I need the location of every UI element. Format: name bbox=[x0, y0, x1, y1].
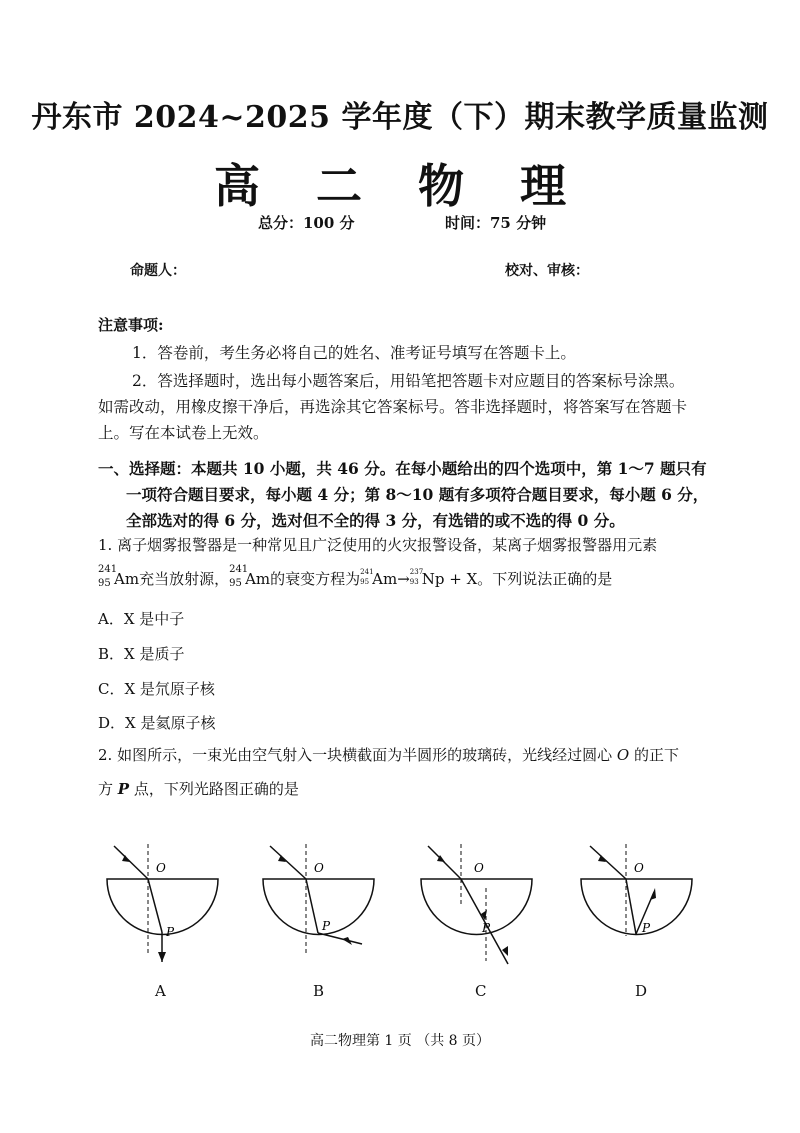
author-label: 命题人： bbox=[130, 263, 186, 279]
svg-text:O: O bbox=[314, 861, 324, 875]
diagram-label-d: D bbox=[635, 982, 648, 1000]
notice-heading: 注意事项: bbox=[98, 316, 164, 334]
section-1-line-3: 全部选对的得 6 分，选对但不全的得 3 分，有选错的或不选的得 0 分。 bbox=[126, 511, 625, 530]
notice-item-1: 1．答卷前，考生务必将自己的姓名、准考证号填写在答题卡上。 bbox=[132, 344, 576, 362]
total-score: 总分：100 分 bbox=[258, 214, 355, 232]
notice-item-2-line-1: 2．答选择题时，选出每小题答案后，用铅笔把答题卡对应题目的答案标号涂黑。 bbox=[132, 372, 685, 390]
section-1-line-2: 一项符合题目要求，每小题 4 分；第 8～10 题有多项符合题目要求，每小题 6 分， bbox=[126, 485, 709, 504]
nuclide-am-241: 241 95 bbox=[98, 564, 118, 589]
notice-item-2-line-2: 如需改动，用橡皮擦干净后，再选涂其它答案标号。答非选择题时，将答案写在答题卡 bbox=[98, 398, 688, 416]
subject-title: 高 二 物 理 bbox=[213, 159, 587, 213]
q2-stem-line-2: 方 P 点，下列光路图正确的是 bbox=[98, 780, 299, 798]
q1-option-d: D．X 是氦原子核 bbox=[98, 714, 216, 732]
svg-text:P: P bbox=[322, 919, 331, 933]
diagram-d bbox=[578, 836, 708, 971]
diagram-label-a: A bbox=[155, 982, 166, 1000]
q2-stem-line-1: 2. 如图所示，一束光由空气射入一块横截面为半圆形的玻璃砖，光线经过圆心 O 的正下 bbox=[98, 746, 679, 764]
svg-text:O: O bbox=[474, 861, 484, 875]
nuclide-am-small: 241 95 bbox=[360, 568, 374, 586]
svg-text:P: P bbox=[166, 925, 175, 939]
svg-text:O: O bbox=[634, 861, 644, 875]
q1-stem-line-2: 241 95 Am充当放射源， 241 95 Am的衰变方程为 241 95 Am→ 237 93 Np + X。下列说法正确的是 bbox=[98, 564, 613, 589]
notice-item-2-line-3: 上。写在本试卷上无效。 bbox=[98, 424, 269, 442]
diagram-label-c: C bbox=[475, 982, 487, 1000]
diagram-a bbox=[100, 836, 230, 971]
q1-stem-line-1: 1. 离子烟雾报警器是一种常见且广泛使用的火灾报警设备，某离子烟雾报警器用元素 bbox=[98, 536, 658, 554]
page-footer: 高二物理第 1 页 （共 8 页） bbox=[309, 1033, 491, 1049]
nuclide-am-241-b: 241 95 bbox=[229, 564, 249, 589]
svg-text:P: P bbox=[642, 921, 651, 935]
exam-time: 时间：75 分钟 bbox=[445, 214, 547, 232]
diagram-label-b: B bbox=[313, 982, 325, 1000]
exam-title: 丹东市 2024~2025 学年度（下）期末教学质量监测 bbox=[31, 100, 769, 135]
section-1-line-1: 一、选择题：本题共 10 小题，共 46 分。在每小题给出的四个选项中，第 1～7 题只有 bbox=[98, 459, 707, 478]
reviewer-label: 校对、审核： bbox=[505, 263, 589, 279]
diagram-c bbox=[418, 836, 548, 971]
q1-option-b: B．X 是质子 bbox=[98, 645, 185, 663]
svg-text:O: O bbox=[156, 861, 166, 875]
q1-option-c: C．X 是氘原子核 bbox=[98, 680, 215, 698]
q1-option-a: A．X 是中子 bbox=[98, 610, 185, 628]
nuclide-np-small: 237 93 bbox=[409, 568, 424, 586]
diagram-b bbox=[258, 836, 388, 971]
svg-text:P: P bbox=[482, 921, 491, 935]
